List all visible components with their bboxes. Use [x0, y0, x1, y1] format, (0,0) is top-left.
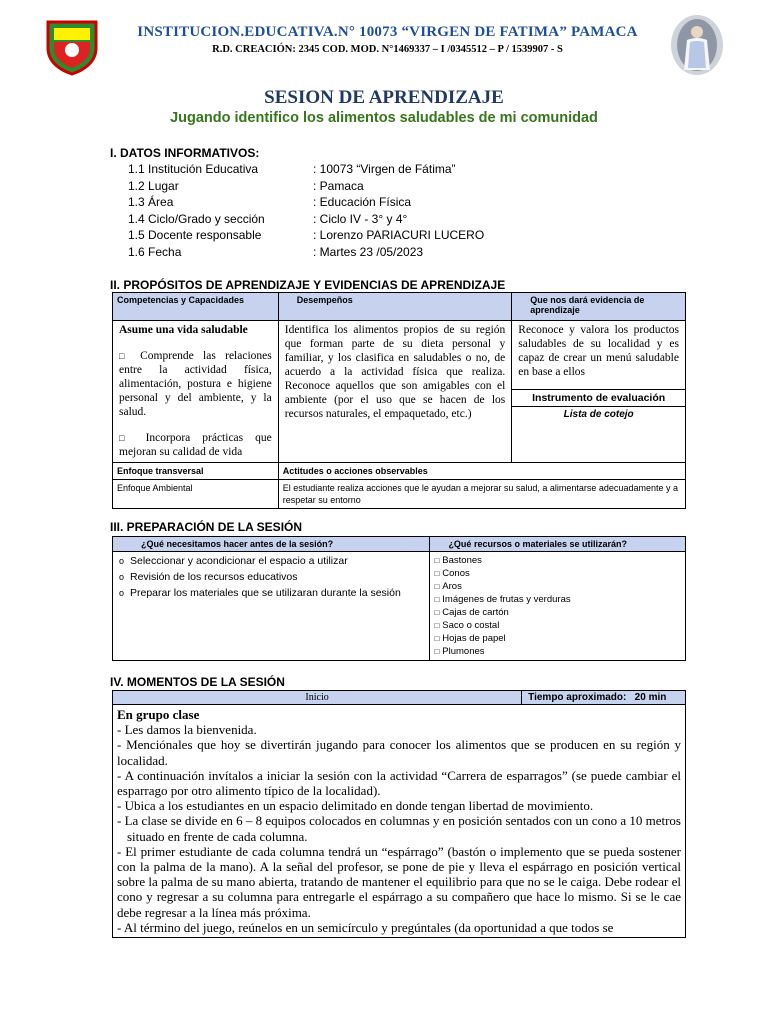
- recursos-cell: [430, 552, 686, 661]
- recurso-item: □ Imágenes de frutas y verduras: [434, 594, 571, 605]
- info-row: [128, 179, 628, 196]
- tiempo-label: Tiempo aproximado:: [528, 692, 627, 703]
- recurso-item: □ Plumones: [434, 646, 485, 657]
- checkbox-icon: □: [434, 582, 440, 591]
- col-evidencia-header: Que nos dará evidencia de aprendizaje: [512, 293, 686, 321]
- document-title: SESION DE APRENDIZAJE: [264, 87, 504, 108]
- col-desempenos-header: Desempeños: [278, 293, 512, 321]
- competencias-cell: [113, 321, 279, 463]
- inicio-line: - A continuación invítalos a iniciar la sesión con la actividad “Carrera de esparragos” (se puede cambiar el esparrago por otro alimento típico de la localidad).: [117, 767, 681, 799]
- virgin-image: [670, 14, 724, 76]
- recurso-item: □ Bastones: [434, 555, 482, 566]
- checkbox-icon: □: [434, 608, 440, 617]
- checkbox-icon: □: [434, 647, 440, 656]
- info-value: : Pamaca: [313, 178, 364, 193]
- school-shield-logo: [44, 18, 100, 76]
- actitudes-header: Actitudes o acciones observables: [278, 463, 685, 480]
- info-value: : Lorenzo PARIACURI LUCERO: [313, 228, 485, 242]
- actitudes-value: El estudiante realiza acciones que le ayudan a mejorar su salud, a alimentarse adecuadamente y a respetar su entorno: [278, 480, 685, 509]
- antes-item: o Preparar los materiales que se utilizaran durante la sesión: [130, 587, 425, 600]
- capacidad-item: □ Comprende las relaciones entre la actividad física, alimentación, postura e higiene personal y del ambiente, y la salud.: [119, 350, 272, 418]
- checkbox-icon: □: [119, 433, 134, 443]
- info-value: : Martes 23 /05/2023: [313, 244, 424, 259]
- info-label: 1.4 Ciclo/Grado y sección: [128, 211, 265, 226]
- inicio-line: - Menciónales que hoy se divertirán jugando para conocer los alimentos que se producen en su región y localidad.: [117, 737, 681, 768]
- info-value: : Ciclo IV - 3° y 4°: [313, 211, 408, 226]
- info-row: [128, 228, 628, 245]
- propositos-table: [112, 292, 686, 509]
- col-recursos-header: ¿Qué recursos o materiales se utilizarán?: [430, 537, 686, 552]
- grupo-label: En grupo clase: [117, 707, 200, 722]
- recurso-item: □ Conos: [434, 568, 470, 579]
- datos-informativos: [128, 162, 628, 261]
- tiempo-value: 20 min: [634, 692, 667, 703]
- capacidad-item: □ Incorpora prácticas que mejoran su calidad de vida: [119, 432, 272, 458]
- info-label: 1.5 Docente responsable: [128, 228, 262, 242]
- info-label: 1.2 Lugar: [128, 178, 179, 193]
- inicio-body: [113, 705, 686, 938]
- inicio-line: - Ubica a los estudiantes en un espacio delimitado en donde tengan libertad de movimiento.: [117, 798, 594, 814]
- inicio-line: - El primer estudiante de cada columna tendrá un “espárrago” (bastón o implemento que se pueda sostener con la palma de la mano). A la señal del profesor, se pone de pie y lleva el espárrago en posición vertical sobre la palma de su mano abierta, tratando de mantener el equilibrio para que no se le caiga. Debe rodear el cono y regresar a su columna para entregarle el espárrago a su compañero que hace lo mismo. Si se le cae debe regresar a la línea más próxima.: [117, 843, 681, 920]
- recurso-item: □ Hojas de papel: [434, 633, 506, 644]
- checkbox-icon: □: [434, 595, 440, 604]
- info-row: [128, 195, 628, 212]
- inicio-header: Inicio: [113, 691, 522, 705]
- checkbox-icon: □: [434, 569, 440, 578]
- institution-codes: R.D. CREACIÓN: 2345 COD. MOD. N°1469337 – I /0345512 – P / 1539907 - S: [212, 44, 563, 55]
- inicio-line: - Al término del juego, reúnelos en un semicírculo y pregúntales (da oportunidad a que todos se: [117, 919, 614, 935]
- col-competencias-header: Competencias y Capacidades: [113, 293, 279, 321]
- info-value: : 10073 “Virgen de Fátima”: [313, 162, 456, 176]
- checkbox-icon: □: [434, 634, 440, 643]
- antes-item: o Revisión de los recursos educativos: [130, 571, 425, 584]
- info-value: : Educación Física: [313, 195, 412, 209]
- section-datos-heading: I. DATOS INFORMATIVOS:: [110, 146, 260, 160]
- evidencia-cell: Reconoce y valora los productos saludables de su localidad y es capaz de crear un menú saludable en base a ellos: [512, 321, 686, 390]
- institution-name: INSTITUCION.EDUCATIVA.N° 10073 “VIRGEN DE FATIMA” PAMACA: [137, 24, 638, 40]
- tiempo-header: [522, 691, 686, 705]
- antes-cell: [113, 552, 430, 661]
- antes-item: o Seleccionar y acondicionar el espacio a utilizar: [130, 555, 425, 568]
- info-row: [128, 162, 628, 179]
- section-propositos-heading: II. PROPÓSITOS DE APRENDIZAJE Y EVIDENCIAS DE APRENDIZAJE: [110, 278, 506, 292]
- desempeno-cell: Identifica los alimentos propios de su región que forman parte de su dieta personal y familiar, y los clasifica en saludables o no, de acuerdo a la actividad física que realiza. Reconoce aquellos que son amigables con el ambiente (por el uso que se hacen de los recursos naturales, el empaquetado, etc.): [278, 321, 512, 463]
- col-antes-header: ¿Qué necesitamos hacer antes de la sesión?: [113, 537, 430, 552]
- inicio-line: - Les damos la bienvenida.: [117, 722, 257, 738]
- document-subtitle: Jugando identifico los alimentos saludables de mi comunidad: [170, 110, 598, 126]
- enfoque-header: Enfoque transversal: [113, 463, 279, 480]
- letterhead: [0, 0, 768, 76]
- instrumento-value: Lista de cotejo: [512, 407, 686, 463]
- competencia-name: Asume una vida saludable: [119, 324, 248, 336]
- info-label: 1.3 Área: [128, 195, 174, 209]
- section-momentos-heading: IV. MOMENTOS DE LA SESIÓN: [110, 675, 285, 689]
- inicio-line: - La clase se divide en 6 – 8 equipos colocados en columnas y en posición sentados con un cono a 10 metros situado en frente de cada columna.: [117, 813, 681, 844]
- checkbox-icon: □: [434, 556, 440, 565]
- enfoque-value: Enfoque Ambiental: [113, 480, 279, 509]
- section-preparacion-heading: III. PREPARACIÓN DE LA SESIÓN: [110, 520, 303, 534]
- momentos-table: [112, 690, 686, 938]
- info-label: 1.6 Fecha: [128, 244, 182, 259]
- info-row: [128, 245, 628, 262]
- preparacion-table: [112, 536, 686, 661]
- recurso-item: □ Aros: [434, 581, 462, 592]
- checkbox-icon: □: [119, 351, 131, 361]
- info-label: 1.1 Institución Educativa: [128, 162, 259, 176]
- info-row: [128, 212, 628, 229]
- recurso-item: □ Cajas de cartón: [434, 607, 509, 618]
- instrumento-header: Instrumento de evaluación: [512, 390, 686, 407]
- checkbox-icon: □: [434, 621, 440, 630]
- recurso-item: □ Saco o costal: [434, 620, 500, 631]
